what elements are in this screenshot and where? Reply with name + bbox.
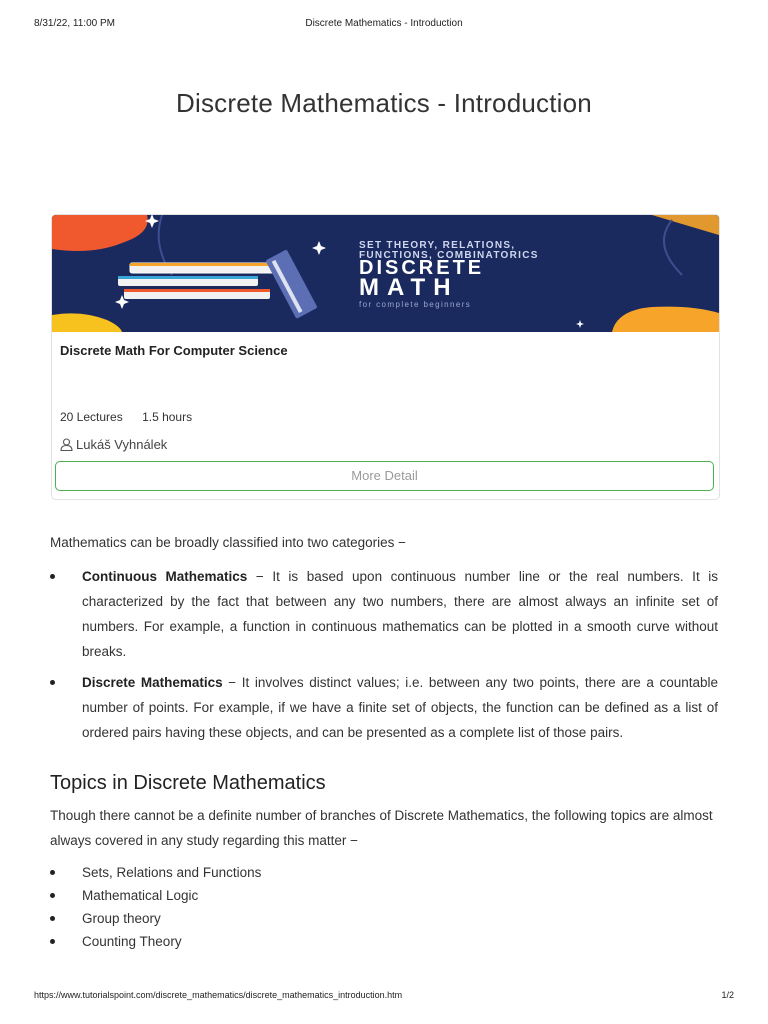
list-item: [50, 670, 718, 745]
banner-subtitle-line-2: FUNCTIONS, COMBINATORICS: [359, 250, 539, 261]
topics-intro: Though there cannot be a definite number of branches of Discrete Mathematics, the following topics are almost always covered in any study regarding this matter −: [50, 808, 713, 848]
topic-label: Group theory: [82, 911, 161, 926]
article-content: [50, 530, 718, 953]
bullet-icon: [50, 916, 55, 921]
course-author: [60, 437, 167, 452]
category-text: − It involves distinct values; i.e. between any two points, there are a countable number of points. For example, if we have a finite set of objects, the function can be defined as a list of ordered pairs having these objects, and can be presented as a complete list of those pairs.: [82, 675, 718, 740]
bullet-icon: [50, 574, 55, 579]
bullet-icon: [50, 939, 55, 944]
banner-word-math: MATH: [359, 274, 459, 301]
more-detail-button[interactable]: More Detail: [55, 461, 714, 491]
bullet-icon: [50, 870, 55, 875]
print-header: [34, 18, 734, 32]
list-item: [50, 930, 718, 953]
topic-label: Sets, Relations and Functions: [82, 865, 262, 880]
course-duration: 1.5 hours: [142, 410, 193, 424]
bullet-icon: [50, 893, 55, 898]
list-item: [50, 861, 718, 884]
print-date: 8/31/22, 11:00 PM: [34, 18, 115, 29]
category-list: [50, 564, 718, 745]
topics-list: [50, 861, 718, 953]
topic-label: Counting Theory: [82, 934, 182, 949]
banner-word-discrete: DISCRETE: [359, 257, 485, 279]
category-term: Discrete Mathematics: [82, 675, 223, 690]
user-icon: [60, 438, 73, 451]
course-banner-image[interactable]: [52, 215, 719, 332]
topic-label: Mathematical Logic: [82, 888, 199, 903]
lectures-count: 20 Lectures: [60, 410, 123, 424]
course-title[interactable]: Discrete Math For Computer Science: [60, 343, 288, 358]
category-text: − It is based upon continuous number line or the real numbers. It is characterized by the fact that between any two numbers, there are almost always an infinite set of numbers. For example, a function in continuous mathematics can be plotted in a smooth curve without breaks.: [82, 569, 718, 659]
list-item: [50, 907, 718, 930]
print-page-number: 1/2: [721, 990, 734, 1000]
author-name: Lukáš Vyhnálek: [76, 437, 168, 452]
banner-tagline: for complete beginners: [359, 300, 472, 309]
print-footer: [34, 990, 734, 1004]
print-doc-title: Discrete Mathematics - Introduction: [305, 18, 463, 29]
intro-paragraph: Mathematics can be broadly classified into two categories −: [50, 535, 407, 550]
list-item: [50, 884, 718, 907]
print-url[interactable]: https://www.tutorialspoint.com/discrete_mathematics/discrete_mathematics_introduction.htm: [34, 990, 403, 1000]
topics-heading: Topics in Discrete Mathematics: [50, 772, 326, 794]
category-term: Continuous Mathematics: [82, 569, 248, 584]
bullet-icon: [50, 680, 55, 685]
list-item: [50, 564, 718, 664]
course-card[interactable]: [51, 214, 720, 500]
banner-subtitle-line-1: SET THEORY, RELATIONS,: [359, 240, 516, 251]
course-meta: [60, 410, 208, 424]
page-title: Discrete Mathematics - Introduction: [176, 88, 592, 118]
